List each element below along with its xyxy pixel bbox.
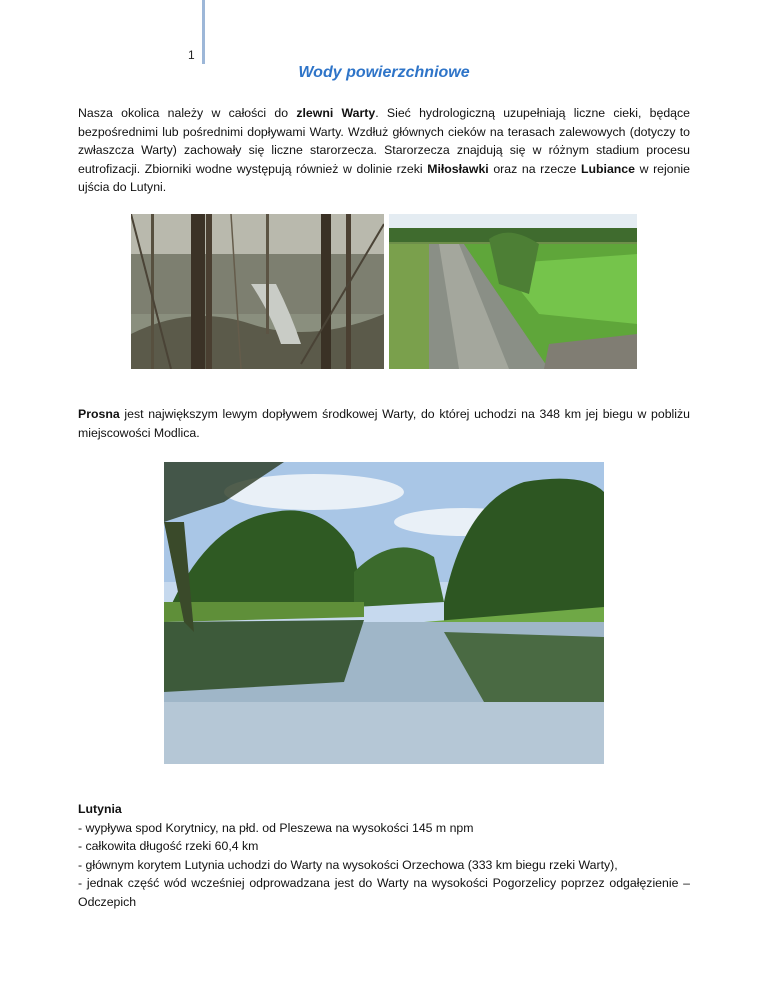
prosna-bold: Prosna: [78, 407, 120, 421]
margin-bar: [202, 0, 205, 64]
intro-paragraph: [78, 104, 690, 197]
intro-bold-lubiance: Lubiance: [581, 161, 635, 176]
lutynia-item: - jednak część wód wcześniej odprowadzana jest do Warty na wysokości Pogorzelicy poprzez odgałęzienie – Odczepich: [78, 876, 690, 909]
intro-bold-zlewni: zlewni Warty: [296, 106, 376, 120]
prosna-text: jest największym lewym dopływem środkowej Warty, do której uchodzi na 348 km jej biegu w pobliżu miejscowości Modlica.: [78, 407, 690, 440]
prosna-river-photo: [164, 462, 604, 764]
intro-text-1: Nasza okolica należy w całości do: [78, 106, 297, 120]
lutynia-item: - całkowita długość rzeki 60,4 km: [78, 839, 259, 853]
lutynia-item: - wypływa spod Korytnicy, na płd. od Pleszewa na wysokości 145 m npm: [78, 820, 474, 835]
prosna-paragraph: [78, 405, 690, 442]
lutynia-section: [78, 800, 690, 911]
intro-text-2: . Sieć hydrologiczną uzupełniają liczne cieki, będące bezpośrednimi lub pośrednimi dopływami Warty. Wzdłuż głównych cieków na terasach zalewowych (dotyczy to zwłaszcza Warty) zachowały się liczne starorzecza. Starorzecza znajdują się w różnym stadium procesu eutrofizacji. Zbiorniki wodne występują również w dolinie rzeki: [78, 106, 690, 176]
page-title: Wody powierzchniowe: [298, 64, 470, 81]
lutynia-heading: Lutynia: [78, 802, 122, 816]
canal-photo: [389, 214, 637, 369]
page-number: 1: [188, 48, 195, 62]
intro-bold-miloslawki: Miłosławki: [427, 161, 489, 176]
lutynia-item: - głównym korytem Lutynia uchodzi do Warty na wysokości Orzechowa (333 km biegu rzeki Warty),: [78, 857, 618, 872]
intro-text-3: oraz na rzecze: [488, 161, 581, 176]
forest-oxbow-photo: [131, 214, 384, 369]
intro-text-4: w rejonie ujścia do Lutyni.: [78, 161, 690, 194]
